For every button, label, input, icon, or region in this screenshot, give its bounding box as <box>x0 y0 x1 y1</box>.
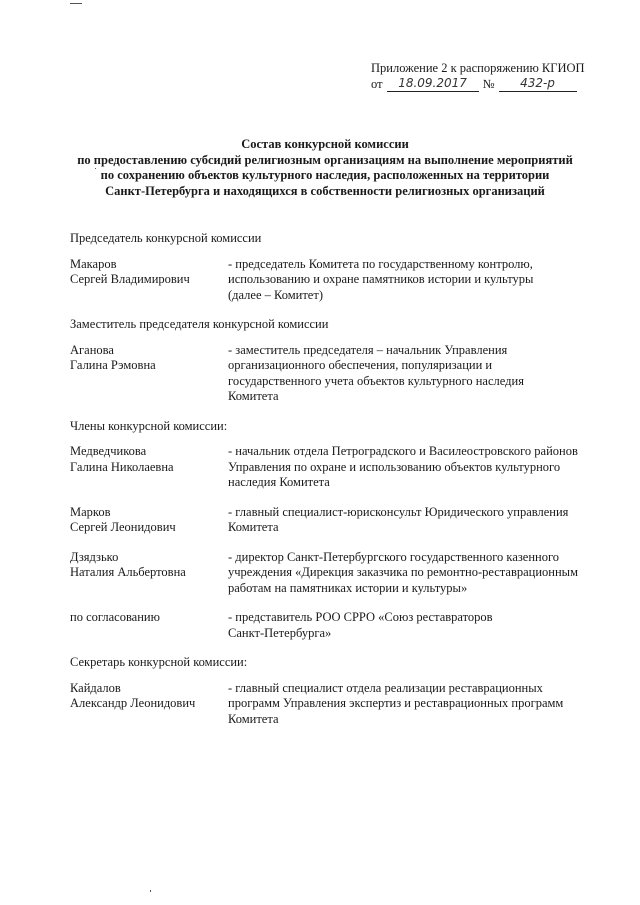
role-line: - заместитель председателя – начальник Управления <box>228 342 508 357</box>
role-line: государственного учета объектов культурного наследия <box>228 373 524 388</box>
surname: Макаров <box>70 256 117 271</box>
scan-speck <box>150 890 151 892</box>
member-role <box>228 257 615 304</box>
role-line: программ Управления экспертиз и реставрационных программ <box>228 696 564 710</box>
role-line: - директор Санкт-Петербургского государственного казенного <box>228 549 560 564</box>
member-role <box>228 444 615 491</box>
role-line: (далее – Комитет) <box>228 287 323 302</box>
member-entry <box>70 444 615 491</box>
role-line: - главный специалист отдела реализации реставрационных <box>228 680 543 695</box>
handwritten-number: 432-р <box>499 76 577 92</box>
given-names: Галина Рэмовна <box>70 358 156 372</box>
member-name <box>70 257 228 304</box>
role-line: наследия Комитета <box>228 475 330 489</box>
role-line: использованию и охране памятников истории и культуры <box>228 272 534 286</box>
document-title <box>40 137 610 199</box>
scan-speck <box>70 3 82 4</box>
attachment-date-number-line <box>371 76 611 92</box>
role-line: - главный специалист-юрисконсульт Юридического управления <box>228 504 569 519</box>
given-names: Галина Николаевна <box>70 459 174 474</box>
attachment-header <box>371 60 611 92</box>
deputy-entry <box>70 343 615 405</box>
commission-composition <box>70 231 615 727</box>
member-entry <box>70 550 615 597</box>
from-label: от <box>371 77 383 91</box>
role-line: Санкт-Петербурга» <box>228 625 332 640</box>
secretary-entry <box>70 681 615 728</box>
title-line-3: по сохранению объектов культурного наследия, расположенных на территории <box>100 168 550 182</box>
role-line: - начальник отдела Петроградского и Василеостровского районов <box>228 444 578 458</box>
role-line: Комитета <box>228 389 279 403</box>
surname: Кайдалов <box>70 680 121 695</box>
title-line-2: по предоставлению субсидий религиозным организациям на выполнение мероприятий <box>77 152 573 167</box>
attachment-title: Приложение 2 к распоряжению КГИОП <box>371 61 585 75</box>
member-role <box>228 343 615 405</box>
member-name <box>70 550 228 597</box>
given-names: Сергей Владимирович <box>70 272 190 286</box>
member-name <box>70 610 228 641</box>
handwritten-date: 18.09.2017 <box>387 76 479 92</box>
role-line: работам на памятниках истории и культуры» <box>228 580 468 595</box>
role-line: - представитель РОО СРРО «Союз реставраторов <box>228 610 493 624</box>
title-line-4: Санкт-Петербурга и находящихся в собственности религиозных организаций <box>105 183 545 198</box>
role-line: учреждения «Дирекция заказчика по ремонтно-реставрационным <box>228 565 578 579</box>
role-line: Комитета <box>228 520 279 534</box>
member-role <box>228 505 615 536</box>
member-name <box>70 505 228 536</box>
chairman-heading: Председатель конкурсной комиссии <box>70 231 262 245</box>
given-names: Александр Леонидович <box>70 696 196 710</box>
role-line: Комитета <box>228 711 279 726</box>
number-label: № <box>482 77 495 91</box>
chairman-entry <box>70 257 615 304</box>
members-heading: Члены конкурсной комиссии: <box>70 418 228 433</box>
member-name <box>70 444 228 491</box>
secretary-heading: Секретарь конкурсной комиссии: <box>70 655 248 669</box>
given-names: Сергей Леонидович <box>70 520 176 534</box>
member-role <box>228 610 615 641</box>
member-entry <box>70 505 615 536</box>
surname: Аганова <box>70 342 114 357</box>
member-entry <box>70 610 615 641</box>
agreement-note: по согласованию <box>70 610 160 624</box>
member-name <box>70 343 228 405</box>
role-line: Управления по охране и использованию объектов культурного <box>228 459 561 474</box>
surname: Дзядзько <box>70 549 119 564</box>
given-names: Наталия Альбертовна <box>70 565 186 579</box>
surname: Медведчикова <box>70 444 147 458</box>
role-line: - председатель Комитета по государственному контролю, <box>228 256 533 271</box>
member-role <box>228 550 615 597</box>
surname: Марков <box>70 504 111 519</box>
deputy-heading: Заместитель председателя конкурсной комиссии <box>70 317 329 331</box>
member-role <box>228 681 615 728</box>
role-line: организационного обеспечения, популяризации и <box>228 358 493 372</box>
member-name <box>70 681 228 728</box>
title-line-1: Состав конкурсной комиссии <box>241 137 409 151</box>
